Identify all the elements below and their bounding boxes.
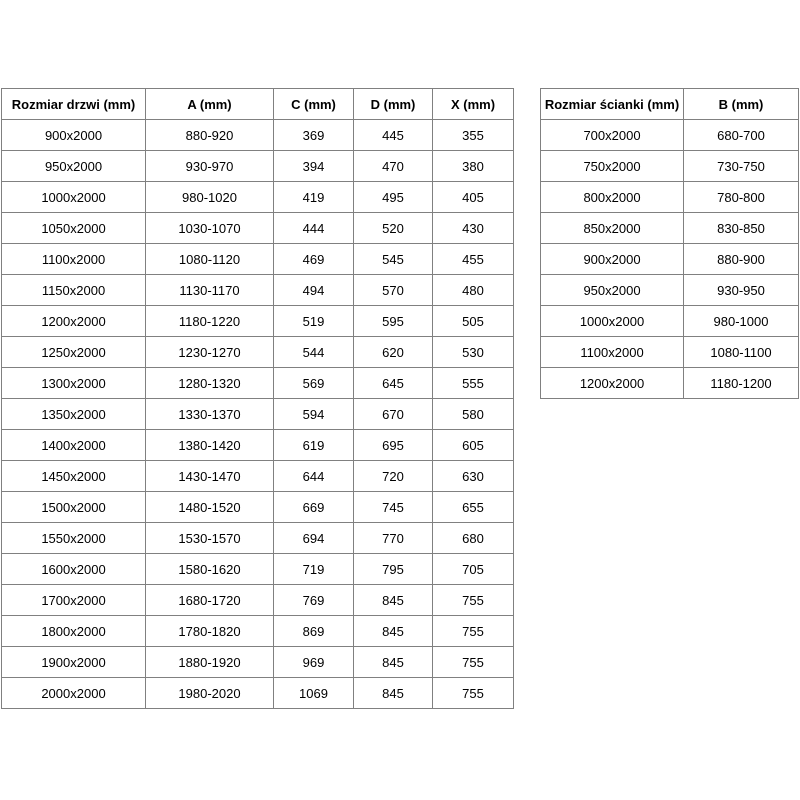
table-row	[2, 461, 514, 492]
table-cell: 1130-1170	[146, 275, 274, 306]
table-cell: 570	[354, 275, 433, 306]
table-cell: 1800x2000	[2, 616, 146, 647]
column-header: A (mm)	[146, 89, 274, 120]
table-cell: 880-920	[146, 120, 274, 151]
table-cell: 1300x2000	[2, 368, 146, 399]
table-cell: 655	[433, 492, 514, 523]
table-row	[541, 120, 799, 151]
header-row	[541, 89, 799, 120]
table-cell: 880-900	[684, 244, 799, 275]
table-cell: 519	[274, 306, 354, 337]
table-cell: 630	[433, 461, 514, 492]
table-row	[2, 337, 514, 368]
table-cell: 2000x2000	[2, 678, 146, 709]
table-cell: 780-800	[684, 182, 799, 213]
table-row	[541, 368, 799, 399]
table-row	[2, 399, 514, 430]
table-cell: 900x2000	[541, 244, 684, 275]
table-cell: 1100x2000	[2, 244, 146, 275]
table-cell: 1069	[274, 678, 354, 709]
column-header: Rozmiar drzwi (mm)	[2, 89, 146, 120]
table-cell: 530	[433, 337, 514, 368]
table-row	[541, 151, 799, 182]
table-cell: 1700x2000	[2, 585, 146, 616]
column-header: C (mm)	[274, 89, 354, 120]
table-cell: 755	[433, 585, 514, 616]
table-cell: 670	[354, 399, 433, 430]
table-cell: 695	[354, 430, 433, 461]
table-cell: 680-700	[684, 120, 799, 151]
table-cell: 545	[354, 244, 433, 275]
table-cell: 1200x2000	[541, 368, 684, 399]
table-cell: 1380-1420	[146, 430, 274, 461]
table-row	[541, 275, 799, 306]
table-cell: 445	[354, 120, 433, 151]
table-cell: 495	[354, 182, 433, 213]
table-cell: 480	[433, 275, 514, 306]
table-row	[2, 182, 514, 213]
table-cell: 845	[354, 616, 433, 647]
table-cell: 1600x2000	[2, 554, 146, 585]
table-cell: 1880-1920	[146, 647, 274, 678]
table-cell: 980-1020	[146, 182, 274, 213]
table-cell: 850x2000	[541, 213, 684, 244]
table-cell: 845	[354, 678, 433, 709]
table-cell: 494	[274, 275, 354, 306]
table-row	[2, 430, 514, 461]
table-cell: 394	[274, 151, 354, 182]
table-cell: 869	[274, 616, 354, 647]
table-cell: 1980-2020	[146, 678, 274, 709]
table-cell: 1680-1720	[146, 585, 274, 616]
table-cell: 1250x2000	[2, 337, 146, 368]
table-cell: 795	[354, 554, 433, 585]
table-cell: 1550x2000	[2, 523, 146, 554]
table-cell: 369	[274, 120, 354, 151]
table-cell: 1150x2000	[2, 275, 146, 306]
table-cell: 1430-1470	[146, 461, 274, 492]
table-cell: 1480-1520	[146, 492, 274, 523]
table-row	[2, 585, 514, 616]
table-cell: 580	[433, 399, 514, 430]
table-cell: 900x2000	[2, 120, 146, 151]
table-cell: 644	[274, 461, 354, 492]
table-cell: 669	[274, 492, 354, 523]
table-row	[2, 368, 514, 399]
table-cell: 1580-1620	[146, 554, 274, 585]
wall-size-table	[540, 88, 799, 399]
table-row	[2, 213, 514, 244]
table-row	[2, 244, 514, 275]
table-cell: 830-850	[684, 213, 799, 244]
table-cell: 1330-1370	[146, 399, 274, 430]
table-cell: 1450x2000	[2, 461, 146, 492]
table-cell: 755	[433, 678, 514, 709]
table-cell: 980-1000	[684, 306, 799, 337]
table-cell: 444	[274, 213, 354, 244]
table-cell: 1350x2000	[2, 399, 146, 430]
table-cell: 1180-1200	[684, 368, 799, 399]
table-row	[2, 151, 514, 182]
column-header: X (mm)	[433, 89, 514, 120]
table-row	[2, 523, 514, 554]
table-cell: 719	[274, 554, 354, 585]
table-cell: 845	[354, 585, 433, 616]
door-size-table	[1, 88, 514, 709]
table-cell: 745	[354, 492, 433, 523]
table-cell: 1900x2000	[2, 647, 146, 678]
table-cell: 755	[433, 647, 514, 678]
table-cell: 594	[274, 399, 354, 430]
table-cell: 405	[433, 182, 514, 213]
table-row	[2, 554, 514, 585]
table-cell: 700x2000	[541, 120, 684, 151]
table-row	[2, 678, 514, 709]
table-row	[541, 213, 799, 244]
table-cell: 1530-1570	[146, 523, 274, 554]
table-cell: 930-970	[146, 151, 274, 182]
column-header: Rozmiar ścianki (mm)	[541, 89, 684, 120]
table-cell: 1080-1120	[146, 244, 274, 275]
table-cell: 1030-1070	[146, 213, 274, 244]
table-cell: 1780-1820	[146, 616, 274, 647]
table-cell: 1180-1220	[146, 306, 274, 337]
table-cell: 605	[433, 430, 514, 461]
column-header: D (mm)	[354, 89, 433, 120]
table-cell: 1230-1270	[146, 337, 274, 368]
table-cell: 1500x2000	[2, 492, 146, 523]
table-row	[541, 337, 799, 368]
table-row	[2, 120, 514, 151]
table-cell: 720	[354, 461, 433, 492]
table-cell: 1080-1100	[684, 337, 799, 368]
table-row	[541, 182, 799, 213]
table-cell: 1400x2000	[2, 430, 146, 461]
table-cell: 355	[433, 120, 514, 151]
table-cell: 595	[354, 306, 433, 337]
table-cell: 470	[354, 151, 433, 182]
table-cell: 619	[274, 430, 354, 461]
table-cell: 544	[274, 337, 354, 368]
table-cell: 969	[274, 647, 354, 678]
table-row	[541, 244, 799, 275]
table-cell: 419	[274, 182, 354, 213]
table-cell: 950x2000	[541, 275, 684, 306]
table-cell: 569	[274, 368, 354, 399]
table-cell: 769	[274, 585, 354, 616]
table-cell: 930-950	[684, 275, 799, 306]
table-cell: 505	[433, 306, 514, 337]
table-cell: 950x2000	[2, 151, 146, 182]
table-cell: 1000x2000	[2, 182, 146, 213]
table-cell: 845	[354, 647, 433, 678]
column-header: B (mm)	[684, 89, 799, 120]
table-cell: 1280-1320	[146, 368, 274, 399]
header-row	[2, 89, 514, 120]
table-cell: 694	[274, 523, 354, 554]
table-cell: 645	[354, 368, 433, 399]
table-cell: 770	[354, 523, 433, 554]
table-row	[2, 616, 514, 647]
table-cell: 680	[433, 523, 514, 554]
table-cell: 380	[433, 151, 514, 182]
table-row	[2, 275, 514, 306]
table-cell: 455	[433, 244, 514, 275]
table-cell: 705	[433, 554, 514, 585]
table-cell: 1200x2000	[2, 306, 146, 337]
table-cell: 1000x2000	[541, 306, 684, 337]
table-cell: 750x2000	[541, 151, 684, 182]
table-cell: 555	[433, 368, 514, 399]
table-cell: 469	[274, 244, 354, 275]
table-cell: 1100x2000	[541, 337, 684, 368]
table-cell: 755	[433, 616, 514, 647]
table-row	[2, 647, 514, 678]
table-row	[2, 492, 514, 523]
table-cell: 1050x2000	[2, 213, 146, 244]
table-cell: 730-750	[684, 151, 799, 182]
table-row	[541, 306, 799, 337]
table-cell: 620	[354, 337, 433, 368]
table-cell: 800x2000	[541, 182, 684, 213]
table-cell: 430	[433, 213, 514, 244]
table-cell: 520	[354, 213, 433, 244]
table-row	[2, 306, 514, 337]
